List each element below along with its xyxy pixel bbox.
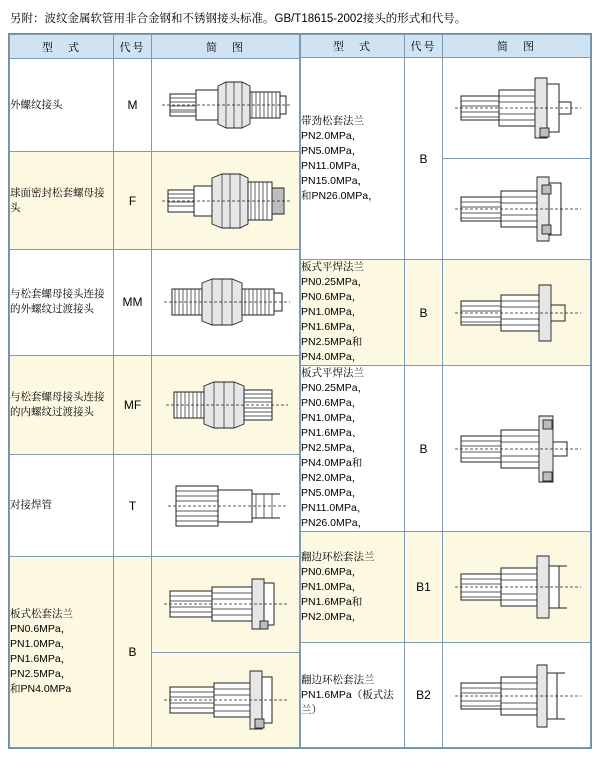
row-code: MM [114,249,152,355]
table-row [301,366,591,532]
row-figure [152,455,300,557]
row-type-label [301,366,405,532]
row-figure [443,58,591,159]
row-code: B [405,260,443,366]
row-type-text: 翻边环松套法兰 PN0.6MPa，PN1.0MPa， PN1.6MPa和PN2.0MPa， [301,550,375,623]
left-table [9,34,300,748]
fitting-diagram-butt-weld [156,464,296,548]
row-figure [152,652,300,747]
table-row [10,152,300,250]
table-row [10,455,300,557]
row-code: F [114,152,152,250]
header-code: 代号 [405,35,443,58]
header-code: 代号 [114,35,152,59]
left-table-header-row [10,35,300,59]
row-figure [152,355,300,455]
table-row [301,643,591,748]
fitting-diagram-mm-adapter [156,259,296,345]
fitting-diagram-stiffened-loose-flange-2 [447,161,587,257]
fittings-table [8,33,592,749]
fitting-diagram-plate-weld-flange-1 [447,265,587,361]
right-table-header-row [301,35,591,58]
row-figure [152,152,300,250]
row-code: B [405,366,443,532]
row-type-text: 带劲松套法兰 PN2.0MPa，PN5.0MPa， PN11.0MPa，PN15.0MPa， 和PN26.0MPa， [301,114,379,202]
row-figure [152,59,300,152]
row-figure [443,260,591,366]
right-table [300,34,591,748]
row-type-label: 外螺纹接头 [10,59,114,152]
header-type: 型 式 [301,35,405,58]
header-type: 型 式 [10,35,114,59]
row-code: M [114,59,152,152]
table-row [10,557,300,652]
header-figure: 简 图 [443,35,591,58]
fitting-diagram-plate-loose-flange-1 [156,561,296,647]
fitting-diagram-spherical-nut [156,162,296,240]
page-caption: 另附：波纹金属软管用非合金钢和不锈钢接头标准。GB/T18615-2002接头的形式和代号。 [10,13,467,25]
table-row [10,59,300,152]
fitting-diagram-lap-joint-flange-b1 [447,536,587,638]
table-row [301,260,591,366]
fitting-diagram-mf-adapter [156,364,296,446]
row-type-text: 板式平焊法兰 PN0.25MPa，PN0.6MPa， PN1.0MPa，PN1.6MPa、 PN2.5MPa，PN4.0MPa和 PN2.0MPa，PN5.0MPa， PN11.0MPa，PN26.0MPa， [301,367,369,529]
row-type-label [301,643,405,748]
fitting-diagram-plate-weld-flange-2 [447,394,587,504]
row-figure [152,557,300,652]
fitting-diagram-external-thread [156,68,296,142]
row-type-label: 与松套螺母接头连接的外螺纹过渡接头 [10,249,114,355]
table-row [10,249,300,355]
header-figure: 简 图 [152,35,300,59]
row-figure [443,532,591,643]
row-type-label [301,58,405,260]
table-row [301,58,591,159]
row-type-text: 板式松套法兰 PN0.6MPa，PN1.0MPa， PN1.6MPa，PN2.5MPa， 和PN4.0MPa [10,608,73,696]
fitting-diagram-lap-joint-flange-b2 [447,647,587,743]
row-code: B2 [405,643,443,748]
row-type-label [301,260,405,366]
row-code: MF [114,355,152,455]
row-figure [443,643,591,748]
row-type-label: 球面密封松套螺母接头 [10,152,114,250]
row-code: B [405,58,443,260]
row-figure [443,366,591,532]
row-type-label [301,532,405,643]
row-figure [443,159,591,260]
row-code: T [114,455,152,557]
row-type-text: 板式平焊法兰 PN0.25MPa，PN0.6MPa， PN1.0MPa，PN1.6MPa， PN2.5MPa和PN4.0MPa， [301,261,369,363]
row-figure [152,249,300,355]
table-row [301,532,591,643]
fitting-diagram-stiffened-loose-flange-1 [447,60,587,156]
row-type-text: 翻边环松套法兰 PN1.6MPa（板式法兰） [301,673,394,716]
fitting-diagram-plate-loose-flange-2 [156,657,296,743]
row-type-label: 对接焊管 [10,455,114,557]
row-type-label [10,557,114,748]
row-type-label: 与松套螺母接头连接的内螺纹过渡接头 [10,355,114,455]
table-row [10,355,300,455]
row-code: B [114,557,152,748]
row-code: B1 [405,532,443,643]
